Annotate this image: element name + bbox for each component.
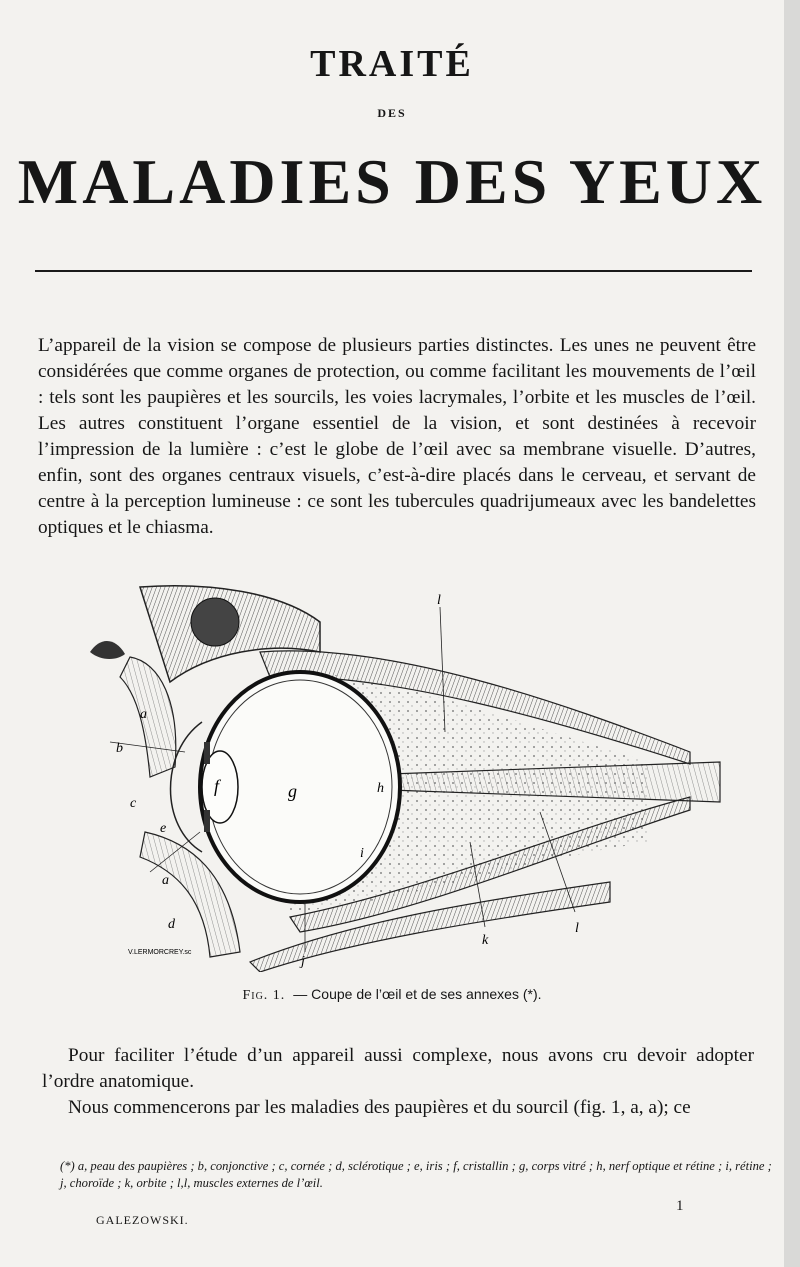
eye-cross-section-figure (90, 582, 730, 972)
engraver-signature: V.LERMORCREY.sc (128, 949, 192, 956)
figure-label-a: a (140, 707, 147, 722)
figure-label-l: l (437, 593, 441, 608)
iris-lower (204, 810, 210, 832)
figure-label-h: h (377, 781, 384, 796)
body-text (42, 1043, 754, 1121)
eyebrow-hair (90, 641, 125, 659)
figure-label-f: f (214, 776, 220, 796)
figure-caption-text: — Coupe de l’œil et de ses annexes (*). (293, 986, 542, 1002)
figure-label-e: e (160, 821, 167, 836)
figure-number: Fig. 1. (242, 988, 286, 1003)
body-paragraph: Pour faciliter l’étude d’un appareil aussi complexe, nous avons cru devoir adopter l’ordre anatomique. (42, 1045, 754, 1092)
intro-paragraph: L’appareil de la vision se compose de plusieurs parties distinctes. Les unes ne peuvent être considérées que comme organes de protection, ou comme facilitant les mouvements de l’œil : tels sont les paupières et les sourcils, les voies lacrymales, l’orbite et les muscles de l’œil. Les autres constituent l’organe essentiel de la vision, et sont destinées à recevoir l’impression de la lumière : c’est le globe de l’œil avec sa membrane visuelle. D’autres, enfin, sont des organes centraux visuels, c’est-à-dire placés dans le cerveau, et servant de centre à la perception lumineuse : ce sont les tubercules quadrijumeaux avec les bandelettes optiques et le chiasma. (38, 335, 756, 538)
iris-upper (204, 742, 210, 764)
figure-label-l-lower: l (575, 921, 579, 936)
signature-mark: GALEZOWSKI. (96, 1213, 189, 1227)
title-traite: TRAITÉ (310, 43, 474, 85)
title-rule (35, 270, 752, 272)
footnote: (*) a, peau des paupières ; b, conjonctive ; c, cornée ; d, sclérotique ; e, iris ; f, cristallin ; g, corps vitré ; h, nerf optique et rétine ; i, rétine ; j, choroïde ; k, orbite ; l,l, muscles externes de l’œil. (60, 1159, 772, 1190)
figure-label-d: d (168, 917, 175, 932)
body-paragraph: Nous commencerons par les maladies des paupières et du sourcil (fig. 1, a, a); ce (68, 1097, 691, 1118)
figure-label-c: c (130, 796, 137, 811)
figure-label-i: i (360, 846, 364, 861)
figure-label-a-lower: a (162, 873, 169, 888)
figure-label-g: g (288, 781, 297, 801)
title-des: DES (377, 106, 407, 120)
figure-label-k: k (482, 933, 489, 948)
figure-label-j: j (301, 954, 305, 969)
frontal-sinus (191, 598, 239, 646)
eye-engraving (90, 582, 730, 972)
title-maladies-des-yeux: MALADIES DES YEUX (17, 146, 767, 217)
page-number: 1 (676, 1198, 684, 1214)
figure-label-b: b (116, 741, 123, 756)
figure-caption (0, 986, 784, 1004)
